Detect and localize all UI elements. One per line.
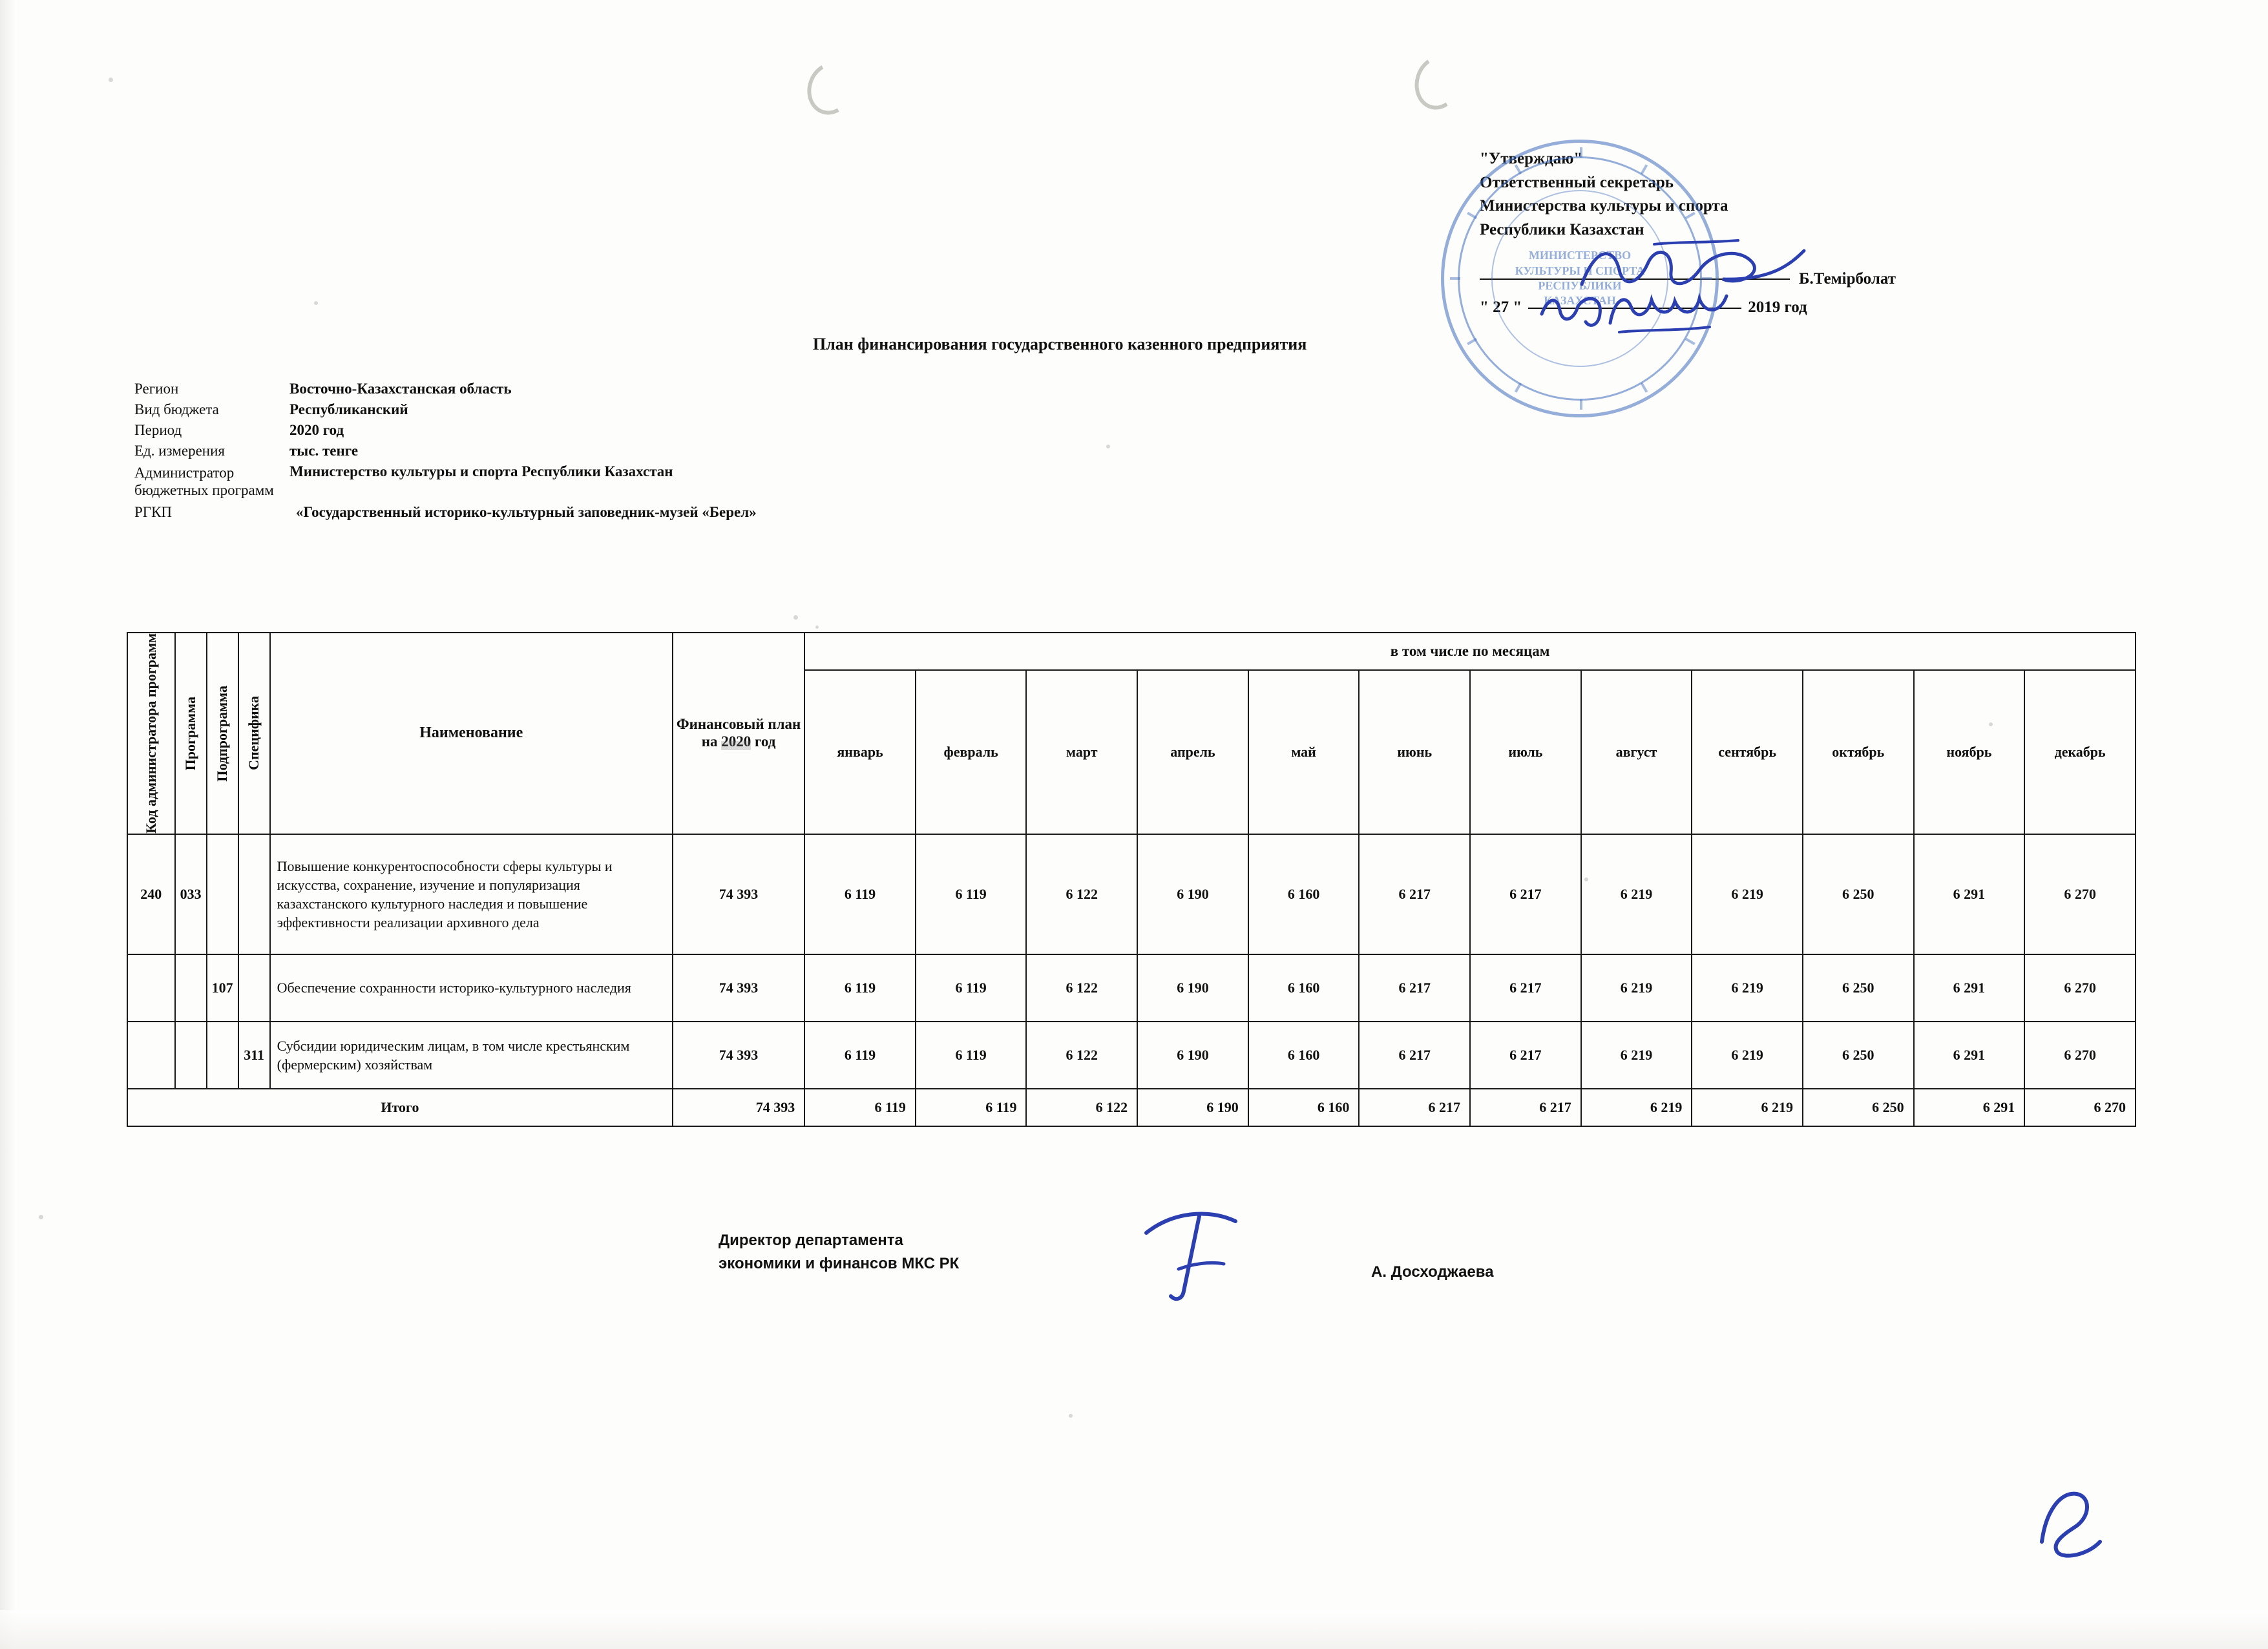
cell-specifics: 311 <box>238 1022 270 1089</box>
cell-november: 6 291 <box>1914 834 2025 954</box>
total-plan: 74 393 <box>673 1089 804 1126</box>
total-may: 6 160 <box>1248 1089 1360 1126</box>
cell-name: Субсидии юридическим лицам, в том числе крестьянским (фермерским) хозяйствам <box>270 1022 673 1089</box>
cell-name: Повышение конкурентоспособности сферы культуры и искусства, сохранение, изучение и популяризация казахстанского культурного наследия и повышение эффективности реализации архивного дела <box>270 834 673 954</box>
meta-row <box>134 464 757 505</box>
meta-row <box>134 402 757 423</box>
meta-value: Министерство культуры и спорта Республики Казахстан <box>289 463 673 479</box>
total-december: 6 270 <box>2024 1089 2136 1126</box>
meta-value: «Государственный историко-культурный заповедник-музей «Берел» <box>296 504 757 521</box>
cell-admin-code <box>127 1022 175 1089</box>
col-month-august: август <box>1581 670 1692 834</box>
cell-april: 6 190 <box>1137 954 1248 1022</box>
scan-speck <box>1106 445 1110 448</box>
total-september: 6 219 <box>1692 1089 1803 1126</box>
col-month-november: ноябрь <box>1914 670 2025 834</box>
table-header-row-1 <box>127 633 2136 670</box>
cell-plan: 74 393 <box>673 954 804 1022</box>
cell-july: 6 217 <box>1470 954 1581 1022</box>
col-months-group: в том числе по месяцам <box>804 633 2136 670</box>
meta-key: РГКП <box>134 504 173 521</box>
approval-month-rule <box>1528 308 1741 309</box>
cell-march: 6 122 <box>1026 834 1137 954</box>
meta-value: Восточно-Казахстанская область <box>289 381 512 397</box>
total-august: 6 219 <box>1581 1089 1692 1126</box>
cell-february: 6 119 <box>916 954 1027 1022</box>
total-july: 6 217 <box>1470 1089 1581 1126</box>
page-title: План финансирования государственного казенного предприятия <box>813 335 1307 353</box>
cell-name: Обеспечение сохранности историко-культурного наследия <box>270 954 673 1022</box>
col-specifics: Специфика <box>238 633 270 834</box>
scan-speck <box>314 301 318 305</box>
cell-july: 6 217 <box>1470 1022 1581 1089</box>
cell-april: 6 190 <box>1137 1022 1248 1089</box>
meta-row <box>134 381 757 402</box>
cell-december: 6 270 <box>2024 954 2136 1022</box>
cell-admin-code <box>127 954 175 1022</box>
scan-speck <box>109 78 113 82</box>
cell-program <box>175 954 207 1022</box>
cell-april: 6 190 <box>1137 834 1248 954</box>
cell-august: 6 219 <box>1581 1022 1692 1089</box>
scan-speck <box>39 1215 43 1219</box>
meta-key: Ед. измерения <box>134 443 225 459</box>
scan-speck <box>815 625 819 629</box>
cell-september: 6 219 <box>1692 834 1803 954</box>
col-month-september: сентябрь <box>1692 670 1803 834</box>
meta-row <box>134 423 757 443</box>
cell-admin-code: 240 <box>127 834 175 954</box>
footer-role-line-1: Директор департамента <box>719 1232 903 1249</box>
cell-plan: 74 393 <box>673 1022 804 1089</box>
meta-key: Период <box>134 422 182 438</box>
footer-signer-name: А. Досходжаева <box>1371 1263 1494 1281</box>
total-label: Итого <box>127 1089 673 1126</box>
approval-line-1: "Утверждаю" <box>1480 150 1583 167</box>
scan-speck <box>1069 1414 1073 1418</box>
total-june: 6 217 <box>1359 1089 1470 1126</box>
col-month-march: март <box>1026 670 1137 834</box>
cell-february: 6 119 <box>916 1022 1027 1089</box>
cell-june: 6 217 <box>1359 834 1470 954</box>
table-row <box>127 1022 2136 1089</box>
meta-row <box>134 505 757 525</box>
footer-signature-block <box>719 1229 959 1276</box>
cell-november: 6 291 <box>1914 954 2025 1022</box>
cell-june: 6 217 <box>1359 954 1470 1022</box>
total-april: 6 190 <box>1137 1089 1248 1126</box>
col-month-january: январь <box>804 670 916 834</box>
col-month-may: май <box>1248 670 1360 834</box>
approval-signature-line <box>1480 270 1896 288</box>
stamp-text: МИНИСТЕРСТВО КУЛЬТУРЫ И СПОРТА РЕСПУБЛИКИ КАЗАХСТАН <box>1515 249 1645 308</box>
cell-specifics <box>238 834 270 954</box>
financing-plan-table <box>127 632 2136 1127</box>
cell-december: 6 270 <box>2024 834 2136 954</box>
approval-day: " 27 " <box>1480 299 1522 316</box>
cell-march: 6 122 <box>1026 1022 1137 1089</box>
meta-key: Регион <box>134 381 179 397</box>
cell-program <box>175 1022 207 1089</box>
cell-october: 6 250 <box>1803 1022 1914 1089</box>
cell-march: 6 122 <box>1026 954 1137 1022</box>
plan-year-suffix: год <box>755 733 776 750</box>
cell-plan: 74 393 <box>673 834 804 954</box>
approval-year: 2019 год <box>1748 299 1807 316</box>
footer-role-line-2: экономики и финансов МКС РК <box>719 1255 960 1272</box>
total-november: 6 291 <box>1914 1089 2025 1126</box>
cell-january: 6 119 <box>804 1022 916 1089</box>
col-month-july: июль <box>1470 670 1581 834</box>
cell-september: 6 219 <box>1692 1022 1803 1089</box>
cell-june: 6 217 <box>1359 1022 1470 1089</box>
cell-may: 6 160 <box>1248 834 1360 954</box>
col-name: Наименование <box>270 633 673 834</box>
meta-key: Администратор бюджетных программ <box>134 465 274 499</box>
scan-speck <box>793 615 798 620</box>
cell-december: 6 270 <box>2024 1022 2136 1089</box>
col-program: Программа <box>175 633 207 834</box>
cell-september: 6 219 <box>1692 954 1803 1022</box>
approval-line-2: Ответственный секретарь <box>1480 173 1674 191</box>
col-financial-plan: Финансовый план на 2020 год <box>673 633 804 834</box>
cell-january: 6 119 <box>804 834 916 954</box>
scan-edge-left <box>0 0 17 1649</box>
meta-value: тыс. тенге <box>289 443 359 459</box>
cell-august: 6 219 <box>1581 834 1692 954</box>
col-admin-code: Код администратора программ <box>127 633 175 834</box>
plan-year-value: 2020 <box>721 733 751 750</box>
meta-value: 2020 год <box>289 422 344 438</box>
total-february: 6 119 <box>916 1089 1027 1126</box>
approval-line-3: Министерства культуры и спорта <box>1480 197 1728 215</box>
approval-signer-name: Б.Темірболат <box>1799 270 1896 288</box>
approval-date <box>1480 299 1807 317</box>
approval-line-4: Республики Казахстан <box>1480 220 1644 238</box>
col-month-february: февраль <box>916 670 1027 834</box>
col-month-june: июнь <box>1359 670 1470 834</box>
table-row <box>127 954 2136 1022</box>
cell-may: 6 160 <box>1248 1022 1360 1089</box>
col-month-december: декабрь <box>2024 670 2136 834</box>
cell-subprogram <box>207 834 238 954</box>
scan-edge-bottom <box>0 1610 2268 1649</box>
col-month-april: апрель <box>1137 670 1248 834</box>
col-month-october: октябрь <box>1803 670 1914 834</box>
total-october: 6 250 <box>1803 1089 1914 1126</box>
approval-block <box>1480 147 1728 242</box>
meta-key: Вид бюджета <box>134 401 219 417</box>
cell-subprogram: 107 <box>207 954 238 1022</box>
cell-february: 6 119 <box>916 834 1027 954</box>
cell-subprogram <box>207 1022 238 1089</box>
col-subprogram: Подпрограмма <box>207 633 238 834</box>
cell-july: 6 217 <box>1470 834 1581 954</box>
cell-october: 6 250 <box>1803 954 1914 1022</box>
cell-specifics <box>238 954 270 1022</box>
table-total-row <box>127 1089 2136 1126</box>
table-row <box>127 834 2136 954</box>
signature-rule <box>1480 278 1790 280</box>
meta-value: Республиканский <box>289 401 408 417</box>
cell-october: 6 250 <box>1803 834 1914 954</box>
cell-january: 6 119 <box>804 954 916 1022</box>
total-january: 6 119 <box>804 1089 916 1126</box>
meta-row <box>134 443 757 464</box>
cell-august: 6 219 <box>1581 954 1692 1022</box>
total-march: 6 122 <box>1026 1089 1137 1126</box>
cell-may: 6 160 <box>1248 954 1360 1022</box>
document-meta <box>134 381 757 525</box>
cell-program: 033 <box>175 834 207 954</box>
cell-november: 6 291 <box>1914 1022 2025 1089</box>
